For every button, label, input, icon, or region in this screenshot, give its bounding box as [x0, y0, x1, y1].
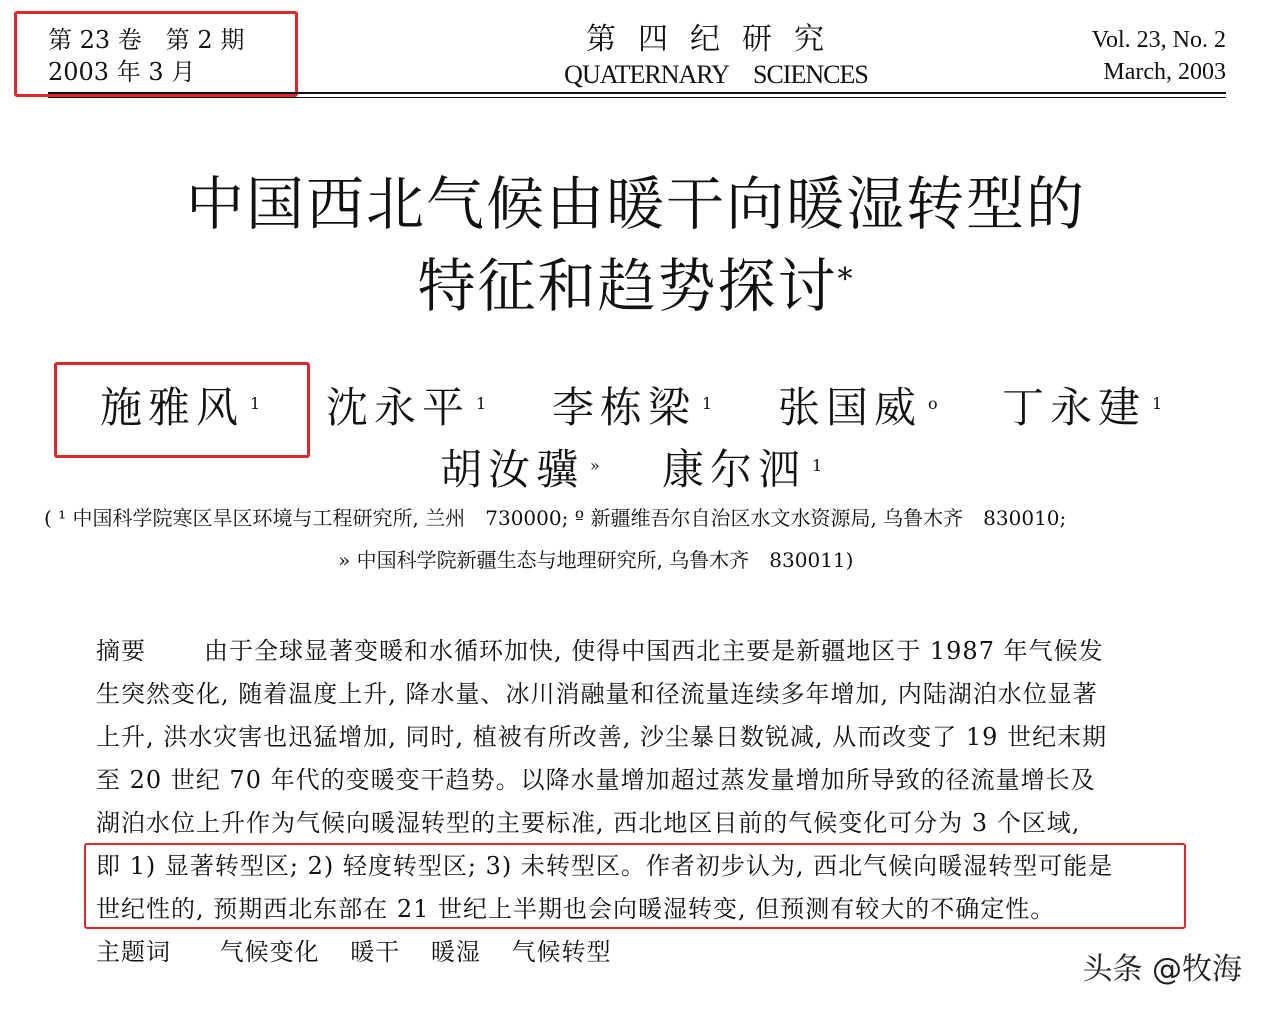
author-name: 张国威	[778, 383, 923, 432]
affiliation-line1: ( ¹ 中国科学院寒区旱区环境与工程研究所, 兰州 730000; º 新疆维吾尔自治区水文水资源局, 乌鲁木齐 830010;	[44, 506, 1067, 530]
author	[326, 380, 486, 436]
author	[1002, 380, 1162, 436]
abstract-text: 由于全球显著变暖和水循环加快, 使得中国西北主要是新疆地区于 1987 年气候发	[204, 637, 1104, 665]
abstract-line: 至 20 世纪 70 年代的变暖变干趋势。以降水量增加超过蒸发量增加所导致的径流量增长及	[96, 766, 1096, 794]
author	[662, 442, 822, 498]
affiliation-line2: » 中国科学院新疆生态与地理研究所, 乌鲁木齐 830011)	[338, 548, 854, 572]
author-name: 李栋梁	[552, 383, 697, 432]
publication-date-en: March, 2003	[1103, 59, 1226, 85]
issue-info-en	[1092, 24, 1226, 88]
paper-title-line1: 中国西北气候由暖干向暖湿转型的	[185, 170, 1086, 238]
author-highlight-box	[54, 362, 310, 458]
title-footnote-mark: *	[837, 262, 855, 297]
journal-name	[0, 20, 1272, 90]
author-affiliation-mark: »	[590, 456, 600, 475]
abstract-line: 上升, 洪水灾害也迅猛增加, 同时, 植被有所改善, 沙尘暴日数锐减, 从而改变了 19 世纪末期	[96, 723, 1108, 751]
author-name: 胡汝骥	[440, 445, 585, 494]
author-name: 康尔泗	[662, 445, 807, 494]
keyword: 气候转型	[511, 938, 612, 966]
header-rule-thin	[48, 97, 1226, 98]
paper-title-text: 特征和趋势探讨	[417, 252, 838, 320]
journal-name-cn: 第四纪研究	[586, 22, 846, 57]
author-name: 丁永建	[1002, 383, 1147, 432]
abstract-line: 生突然变化, 随着温度上升, 降水量、冰川消融量和径流量连续多年增加, 内陆湖泊水位显著	[96, 680, 1098, 708]
paper-title-line2	[0, 246, 1272, 326]
publication-date-cn: 2003 年 3 月	[48, 58, 196, 86]
author-affiliation-mark: 1	[250, 394, 261, 413]
author	[778, 380, 938, 436]
author-name: 沈永平	[326, 383, 471, 432]
abstract-highlight-box	[84, 843, 1186, 929]
author	[440, 442, 600, 498]
keyword: 暖干	[350, 938, 401, 966]
header-rule-thick	[48, 92, 1226, 94]
author-affiliation-mark: 1	[476, 394, 487, 413]
journal-name-en: QUATERNARY SCIENCES	[564, 60, 868, 89]
author-affiliation-mark: 1	[702, 394, 713, 413]
volume-issue: 第 23 卷 第 2 期	[48, 26, 245, 54]
abstract-label: 摘要	[96, 637, 146, 665]
keywords-label: 主题词	[96, 938, 171, 966]
author	[552, 380, 712, 436]
volume-en: Vol. 23, No. 2	[1091, 27, 1226, 53]
abstract-line: 即 1) 显著转型区; 2) 轻度转型区; 3) 未转型区。作者初步认为, 西北气候向暖湿转型可能是	[96, 852, 1114, 880]
keyword: 气候变化	[219, 938, 320, 966]
abstract-line: 世纪性的, 预期西北东部在 21 世纪上半期也会向暖湿转变, 但预测有较大的不确定性。	[96, 895, 1056, 923]
watermark: 头条 @牧海	[1082, 952, 1242, 987]
author-name: 施雅风	[100, 383, 245, 432]
author-affiliation-mark: o	[928, 394, 938, 413]
author-affiliation-mark: 1	[812, 456, 823, 475]
keywords	[96, 932, 634, 967]
author-affiliation-mark: 1	[1152, 394, 1163, 413]
keyword: 暖湿	[430, 938, 481, 966]
abstract-line: 湖泊水位上升作为气候向暖湿转型的主要标准, 西北地区目前的气候变化可分为 3 个区域,	[96, 809, 1081, 837]
abstract-line	[96, 630, 1178, 673]
